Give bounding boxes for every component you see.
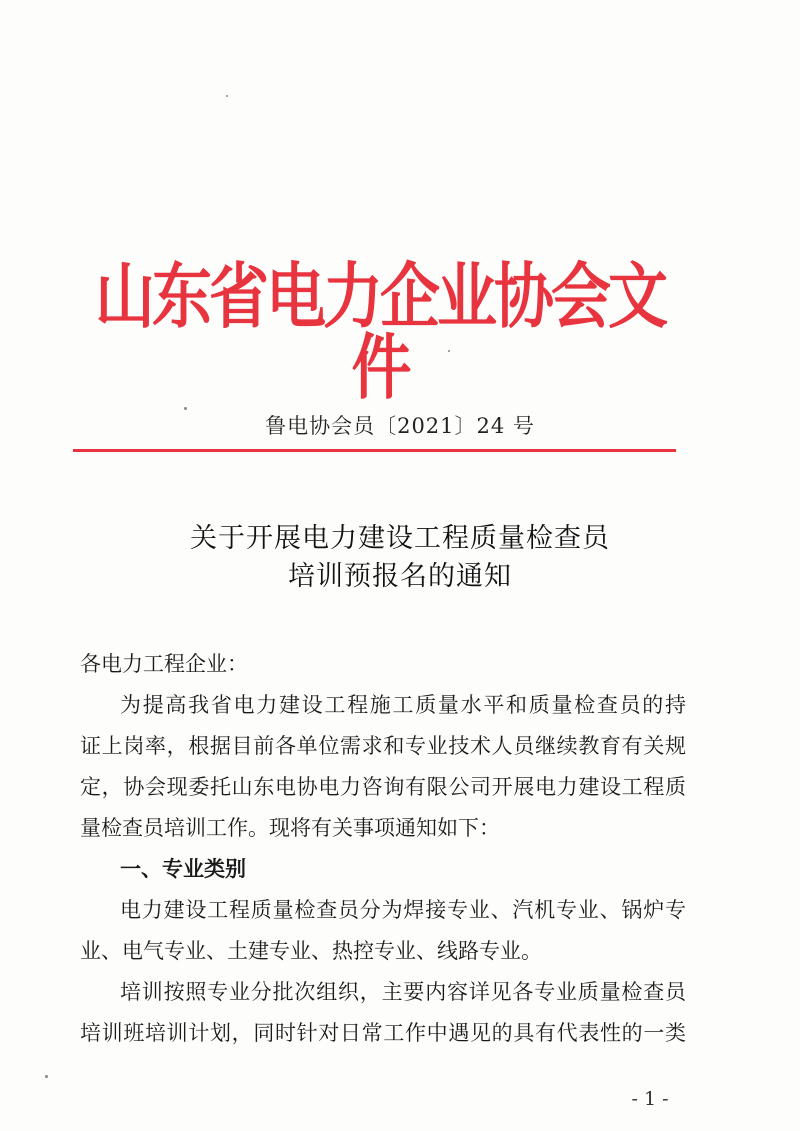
paragraph-line: 电力建设工程质量检查员分为焊接专业、汽机专业、锅炉专 — [120, 898, 686, 922]
paragraph-intro — [80, 685, 686, 849]
paragraph-line: 量检查员培训工作。现将有关事项通知如下： — [80, 816, 500, 840]
notice-title-line-2: 培训预报名的通知 — [288, 561, 512, 592]
paragraph-line: 培训按照专业分批次组织，主要内容详见各专业质量检查员 — [120, 980, 686, 1004]
scan-speck — [448, 350, 450, 352]
paragraph-line: 培训班培训计划，同时针对日常工作中遇见的具有代表性的一类 — [80, 1021, 686, 1045]
scan-speck — [226, 95, 228, 97]
notice-title — [0, 520, 800, 596]
document-body — [80, 644, 686, 1054]
paragraph-line: 为提高我省电力建设工程施工质量水平和质量检查员的持 — [120, 693, 686, 717]
section-heading-1: 一、专业类别 — [120, 857, 246, 881]
page-number: - 1 - — [631, 1088, 669, 1110]
red-divider-rule — [73, 449, 676, 452]
paragraph-line: 定，协会现委托山东电协电力咨询有限公司开展电力建设工程质 — [80, 775, 686, 799]
masthead-title: 山东省电力企业协会文件 — [95, 256, 665, 410]
paragraph-line: 证上岗率，根据目前各单位需求和专业技术人员继续教育有关规 — [80, 734, 686, 758]
salutation: 各电力工程企业： — [80, 652, 248, 676]
scan-speck — [184, 407, 187, 410]
notice-title-line-1: 关于开展电力建设工程质量检查员 — [190, 523, 610, 554]
paragraph-training — [80, 972, 686, 1054]
document-number: 鲁电协会员〔2021〕24 号 — [265, 414, 535, 438]
scan-speck — [45, 1075, 48, 1078]
paragraph-categories — [80, 890, 686, 972]
paragraph-line: 业、电气专业、土建专业、热控专业、线路专业。 — [80, 939, 542, 963]
